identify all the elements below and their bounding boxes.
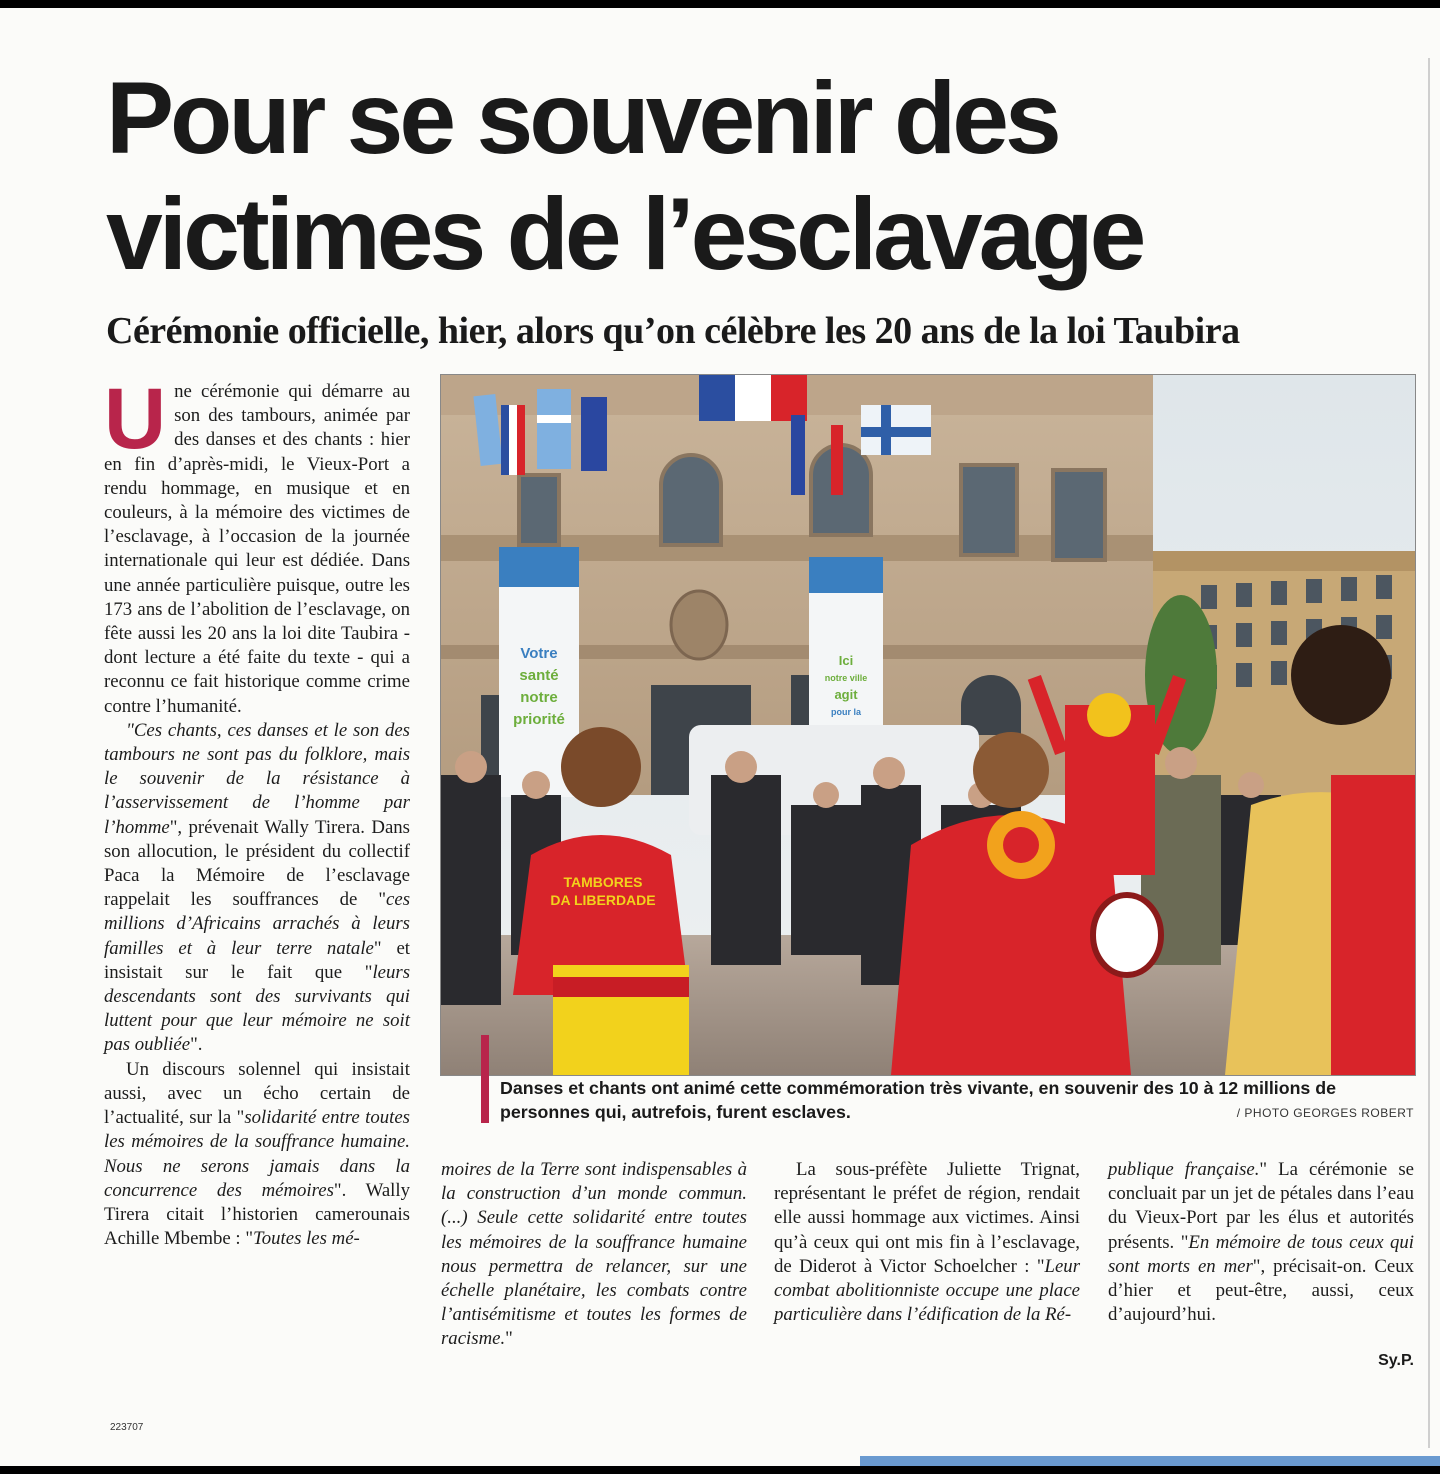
paragraph-1: [104, 371, 410, 719]
paragraph-3: Un discours solennel qui insistait aussi, avec un écho certain de l’actualité, sur la "solidarité entre toutes les mémoires de la souffrance humaine. Nous ne serons jamais dans la concurrence des mémoires". Wally Tirera citait l’historien camerounais Achille Mbembe : "Toutes les mé-: [104, 1058, 410, 1250]
photo-credit: / PHOTO GEORGES ROBERT: [1236, 1106, 1414, 1120]
paragraph-2: "Ces chants, ces danses et le son des tambours ne sont pas du folklore, mais le souvenir de la résistance à l’asservissement de l’homme par l’homme", prévenait Wally Tirera. Dans son allocution, le président du collectif Paca la Mémoire de l’esclavage rappelait les souffrances de "ces millions d’Africains arrachés à leurs familles et à leur terre natale" et insistait sur le fait que "leurs descendants sont des survivants qui luttent pour que leur mémoire ne soit pas oubliée".: [104, 719, 411, 1056]
quote: solidarité entre toutes les mémoires de la souffrance humaine. Nous ne serons jamais dans la concurrence des mémoires: [104, 1107, 410, 1201]
page-edge: [1428, 58, 1430, 1448]
banner-left-line-1: Votre: [520, 645, 558, 662]
photo-caption: Danses et chants ont animé cette commémoration très vivante, en souvenir des 10 à 12 millions de personnes qui, autrefois, furent esclaves.: [500, 1078, 1337, 1122]
quote: Toutes les mé-: [253, 1228, 360, 1250]
banner-right-line-2: notre ville: [824, 673, 868, 683]
author-signature: Sy.P.: [1378, 1352, 1414, 1369]
page-number: 223707: [110, 1422, 144, 1433]
newspaper-page: [0, 8, 1440, 1466]
quote: moires de la Terre sont indispensables à la construction d’un monde commun. (...) Seule cette solidarité entre toutes les mémoires de la souffrance humaine nous permettra de relancer, sur une échelle planétaire, les combats contre l’antisémitisme et toutes les formes de racisme.: [441, 1159, 747, 1350]
ceremony-photo-illustration: [441, 375, 1415, 1075]
quote: Leur combat abolitionniste occupe une place particulière dans l’édification de la Ré-: [774, 1255, 1080, 1326]
quote: publique française.: [1108, 1159, 1260, 1180]
paragraph-6: publique française." La cérémonie se concluait par un jet de pétales dans l’eau du Vieux-Port par les élus et autorités présents. "En mémoire de tous ceux qui sont morts en mer", précisait-on. Ceux d’hier et peut-être, aussi, ceux d’aujourd’hui.: [1108, 1159, 1414, 1326]
banner-left-line-4: priorité: [513, 711, 565, 728]
paragraph-5: La sous-préfète Juliette Trignat, représentant le préfet de région, rendait elle aussi hommage aux victimes. Ainsi qu’à ceux qui ont mis fin à l’esclavage, de Diderot à Victor Schoelcher : "Leur combat abolitionniste occupe une place particulière dans l’édification de la Ré-: [774, 1159, 1080, 1326]
headline: Pour se souvenir des victimes de l’esclavage: [106, 61, 1143, 291]
quote: "Ces chants, ces danses et le son des tambours ne sont pas du folklore, mais le souvenir de la résistance à l’asservissement de l’homme par l’homme: [104, 719, 410, 838]
article-column-4: [1108, 1158, 1414, 1327]
paragraph-1-text: ne cérémonie qui démarre au son des tambours, animée par des danses et des chants : hier en fin d’après-midi, le Vieux-Port a rendu hommage, en musique et en couleurs, à la mémoire des victimes de l’esclavage, à l’occasion de la journée internationale qui leur est dédiée. Dans une année particulière puisque, outre les 173 ans de l’abolition de l’esclavage, on fête aussi les 20 ans la loi dite Taubira - dont lecture a été faite du texte - qui a reconnu ce fait historique comme crime contre l’humanité.: [104, 381, 410, 717]
article-column-2: [441, 1158, 747, 1352]
shirt-text-line-1: TAMBORES: [563, 874, 643, 890]
quote: leurs descendants sont des survivants qui luttent pour que leur mémoire ne soit pas oubliée: [104, 961, 410, 1056]
banner-left-line-2: santé: [519, 667, 559, 684]
paragraph-4: moires de la Terre sont indispensables à la construction d’un monde commun. (...) Seule cette solidarité entre toutes les mémoires de la souffrance humaine nous permettra de relancer, sur une échelle planétaire, les combats contre l’antisémitisme et toutes les formes de racisme.": [441, 1159, 747, 1350]
quote: En mémoire de tous ceux qui sont morts en mer: [1108, 1231, 1414, 1277]
article-column-3: [774, 1158, 1080, 1327]
shirt-text-line-2: DA LIBERDADE: [550, 892, 656, 908]
banner-right-line-3: agit: [834, 687, 858, 702]
banner-left-line-3: notre: [520, 689, 558, 706]
banner-right-line-1: Ici: [838, 653, 854, 668]
article-column-1: [104, 371, 411, 1251]
caption-accent-bar: [481, 1035, 489, 1123]
banner-right-line-4: pour la: [830, 707, 862, 717]
bottom-accent-bar: [860, 1456, 1440, 1466]
subheadline: Cérémonie officielle, hier, alors qu’on célèbre les 20 ans de la loi Taubira: [106, 310, 1240, 352]
dropcap: U: [104, 371, 167, 467]
article-photo: [440, 374, 1416, 1076]
quote: ces millions d’Africains arrachés à leurs familles et à leur terre natale: [104, 889, 410, 959]
